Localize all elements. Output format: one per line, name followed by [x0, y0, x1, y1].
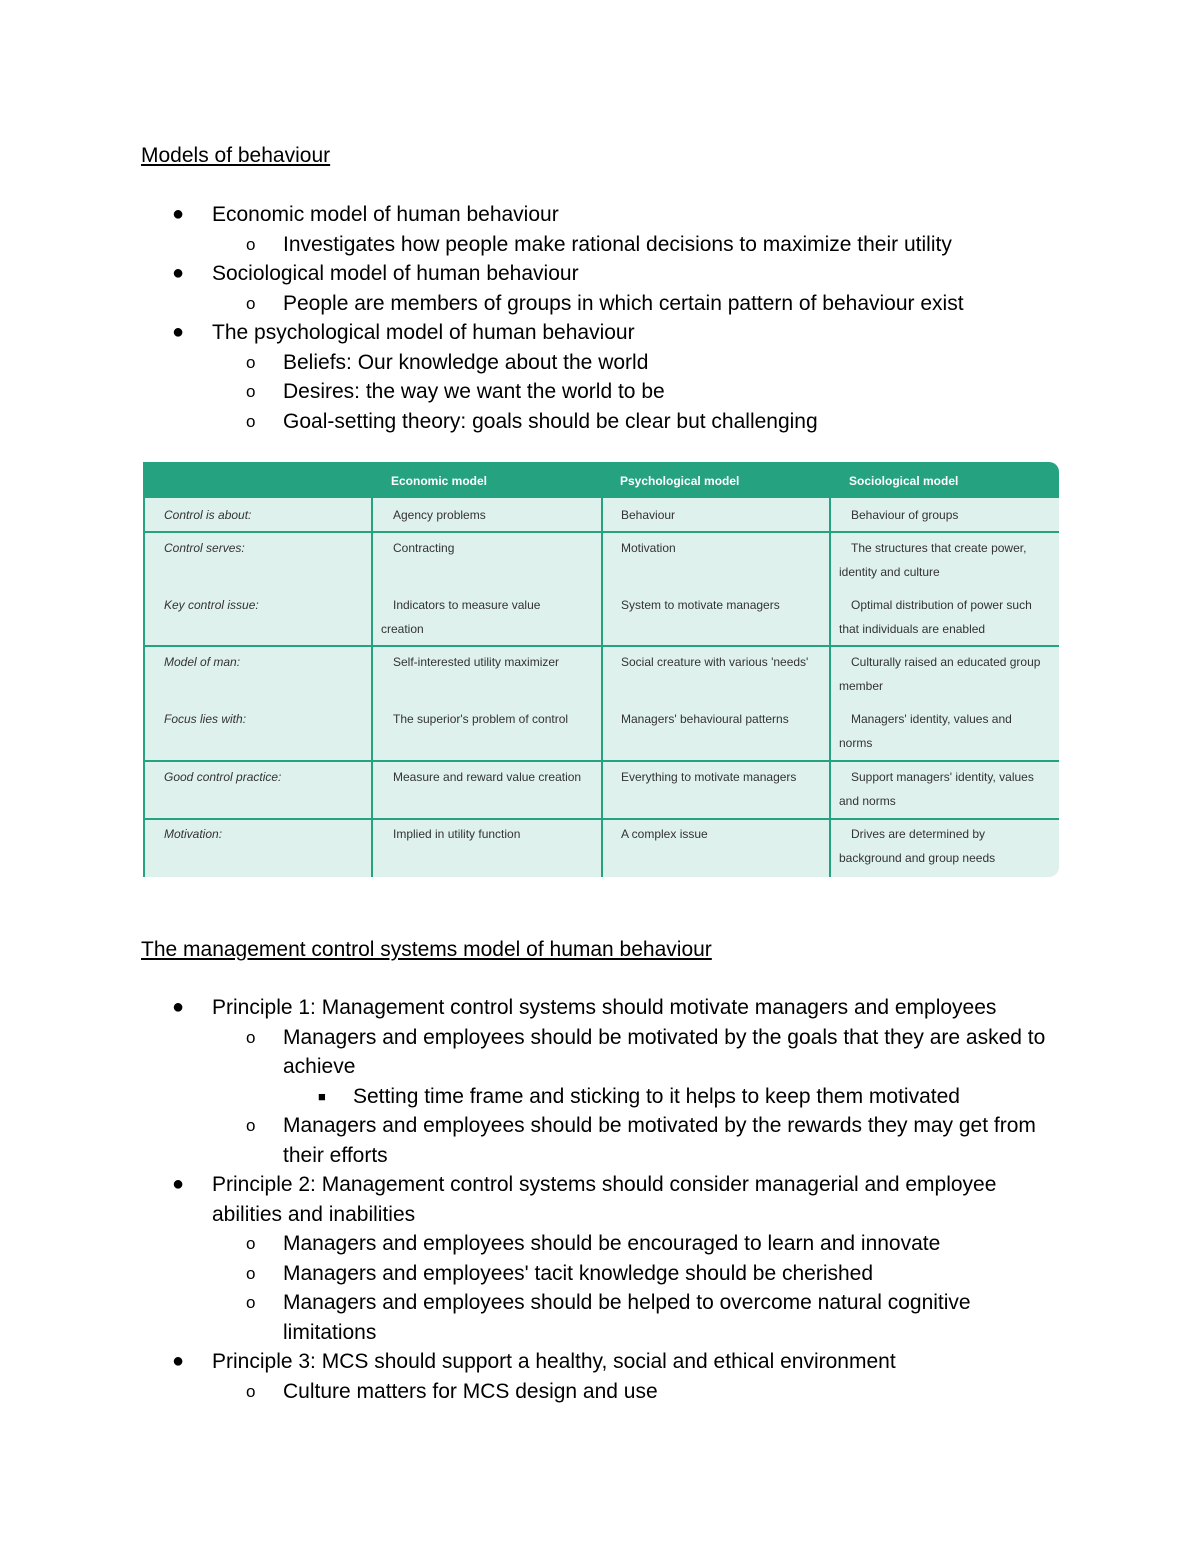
table-cell: Social creature with various 'needs'	[621, 655, 809, 669]
list-item: o Managers and employees should be encouraged to learn and innovate	[0, 1229, 1200, 1259]
section-heading-models: Models of behaviour	[141, 144, 331, 167]
bullet-icon: ●	[172, 1173, 185, 1195]
table-divider	[143, 645, 1059, 647]
table-cell: Indicators to measure value creation	[381, 598, 541, 636]
table-cell: Measure and reward value creation	[393, 770, 582, 784]
list-item: o People are members of groups in which certain pattern of behaviour exist	[0, 289, 1200, 319]
list-item: ● Principle 1: Management control systems should motivate managers and employees	[0, 993, 1200, 1023]
models-comparison-table	[143, 462, 1059, 877]
table-cell: Contracting	[393, 541, 455, 555]
table-cell: Culturally raised an educated group member	[839, 655, 1041, 693]
table-row-label: Motivation:	[164, 827, 223, 841]
circle-bullet-icon: o	[246, 1116, 256, 1135]
list-item: o Managers and employees should be helped to overcome natural cognitive limitations	[0, 1288, 1200, 1347]
table-cell: The structures that create power, identity and culture	[839, 541, 1027, 579]
list-item: o Culture matters for MCS design and use	[0, 1377, 1200, 1407]
table-cell: Self-interested utility maximizer	[393, 655, 560, 669]
list-item: o Managers and employees should be motivated by the goals that they are asked to achieve	[0, 1023, 1200, 1082]
list-item: o Investigates how people make rational decisions to maximize their utility	[0, 230, 1200, 260]
table-row-label: Control serves:	[164, 541, 245, 555]
table-header-economic: Economic model	[391, 474, 488, 488]
list-item: o Managers and employees should be motivated by the rewards they may get from their efforts	[0, 1111, 1200, 1170]
table-row-label: Control is about:	[164, 508, 252, 522]
table-cell: System to motivate managers	[621, 598, 780, 612]
list-item: ● Sociological model of human behaviour	[0, 259, 1200, 289]
bullet-icon: ●	[172, 321, 185, 343]
circle-bullet-icon: o	[246, 234, 256, 254]
bullet-icon: ●	[172, 203, 185, 225]
table-cell: Managers' behavioural patterns	[621, 712, 789, 726]
bullet-icon: ●	[172, 996, 185, 1018]
list-item: ● Principle 3: MCS should support a healthy, social and ethical environment	[0, 1347, 1200, 1377]
bullet-icon: ●	[172, 1350, 185, 1372]
list-item: ● Economic model of human behaviour	[0, 200, 1200, 230]
table-cell: Support managers' identity, values and norms	[839, 770, 1034, 808]
table-cell: Drives are determined by background and group needs	[839, 827, 996, 865]
square-bullet-icon: ■	[318, 1088, 326, 1104]
table-cell: Agency problems	[393, 508, 486, 522]
table-row-label: Good control practice:	[164, 770, 282, 784]
table-divider	[143, 760, 1059, 762]
list-item: ● Principle 2: Management control systems should consider managerial and employee abilities and inabilities	[0, 1170, 1200, 1229]
circle-bullet-icon: o	[246, 1263, 256, 1283]
table-cell: The superior's problem of control	[393, 712, 569, 726]
circle-bullet-icon: o	[246, 1027, 256, 1047]
list-item: o Managers and employees' tacit knowledge should be cherished	[0, 1259, 1200, 1289]
table-cell: Behaviour of groups	[851, 508, 959, 522]
models-list	[0, 200, 1200, 436]
table-divider	[143, 531, 1059, 533]
table-cell: Implied in utility function	[393, 827, 521, 841]
table-row-label: Model of man:	[164, 655, 241, 669]
table-row-label: Focus lies with:	[164, 712, 247, 726]
table-cell: Behaviour	[621, 508, 676, 522]
list-item: o Desires: the way we want the world to be	[0, 377, 1200, 407]
list-item: o Beliefs: Our knowledge about the world	[0, 348, 1200, 378]
table-cell: Optimal distribution of power such that individuals are enabled	[839, 598, 1032, 636]
circle-bullet-icon: o	[246, 352, 256, 372]
circle-bullet-icon: o	[246, 1234, 256, 1253]
table-cell: A complex issue	[621, 827, 708, 841]
list-item: ■ Setting time frame and sticking to it helps to keep them motivated	[0, 1082, 1200, 1112]
table-cell: Managers' identity, values and norms	[839, 712, 1012, 750]
list-item: ● The psychological model of human behaviour	[0, 318, 1200, 348]
bullet-icon: ●	[172, 262, 185, 284]
circle-bullet-icon: o	[246, 382, 256, 401]
table-row-label: Key control issue:	[164, 598, 259, 612]
table-header-psychological: Psychological model	[620, 474, 740, 488]
principles-list	[0, 993, 1200, 1406]
table-divider	[371, 462, 373, 877]
circle-bullet-icon: o	[246, 1381, 256, 1401]
table-divider	[143, 462, 145, 877]
section-heading-mcs-model: The management control systems model of human behaviour	[141, 938, 712, 961]
circle-bullet-icon: o	[246, 1293, 256, 1312]
table-divider	[143, 818, 1059, 820]
table-header-sociological: Sociological model	[849, 474, 959, 488]
list-item: o Goal-setting theory: goals should be clear but challenging	[0, 407, 1200, 437]
table-cell: Everything to motivate managers	[621, 770, 797, 784]
circle-bullet-icon: o	[246, 411, 256, 431]
table-cell: Motivation	[621, 541, 676, 555]
circle-bullet-icon: o	[246, 293, 256, 313]
